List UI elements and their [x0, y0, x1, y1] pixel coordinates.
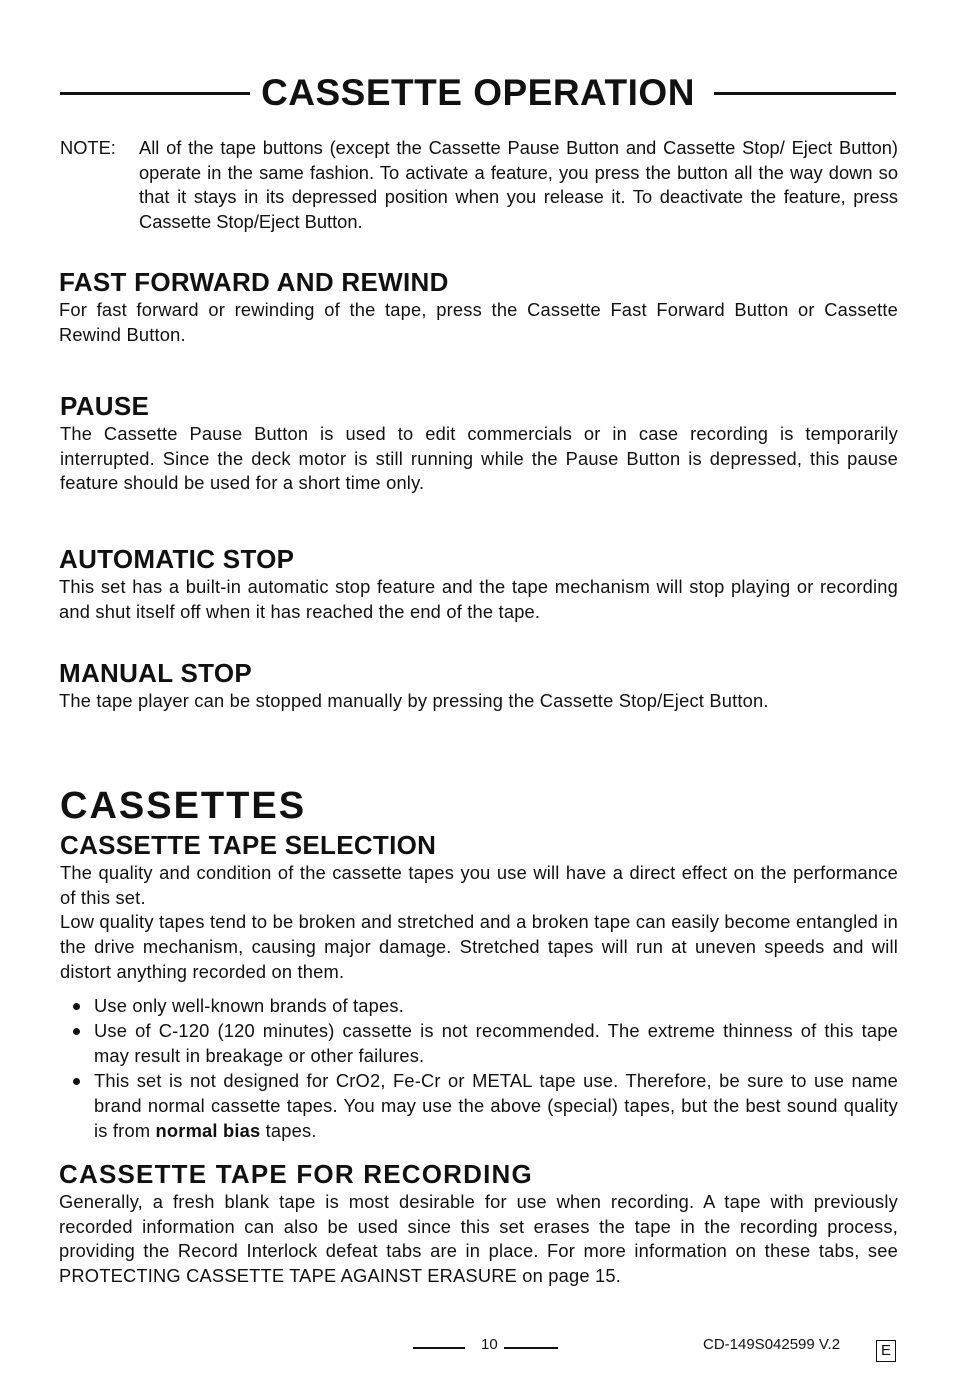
doc-code: CD-149S042599 V.2 [703, 1336, 841, 1353]
section-automatic-stop [59, 543, 898, 624]
section-tape-for-recording [59, 1158, 898, 1289]
bullet-dot [73, 1003, 80, 1010]
page-number: 10 [481, 1336, 498, 1353]
section-cassettes [60, 784, 898, 1143]
list-item [60, 1068, 898, 1143]
bullet-dot [73, 1078, 80, 1085]
tape-selection-para1: The quality and condition of the cassette tapes you use will have a direct effect on the performance of this set. [60, 862, 898, 908]
tape-for-recording-heading: CASSETTE TAPE FOR RECORDING [59, 1159, 533, 1189]
tape-selection-heading: CASSETTE TAPE SELECTION [60, 830, 437, 860]
tape-selection-para2: Low quality tapes tend to be broken and stretched and a broken tape can easily become entangled in the drive mechanism, causing major damage. Stretched tapes will run at uneven speeds and will distort anything recorded on them. [60, 911, 898, 982]
bullet-text: Use only well-known brands of tapes. [94, 994, 405, 1016]
page-title: CASSETTE OPERATION [261, 72, 695, 113]
language-badge: E [876, 1340, 896, 1362]
automatic-stop-heading: AUTOMATIC STOP [59, 544, 295, 574]
note-label: NOTE: [60, 137, 116, 158]
page-title-row [60, 72, 896, 114]
automatic-stop-text: This set has a built-in automatic stop feature and the tape mechanism will stop playing or recording and shut itself off when it has reached the end of the tape. [59, 576, 898, 622]
footer [0, 1334, 954, 1364]
title-rule-right [714, 92, 896, 95]
fast-forward-text: For fast forward or rewinding of the tape, press the Cassette Fast Forward Button or Cassette Rewind Button. [59, 299, 898, 345]
section-fast-forward [59, 266, 898, 347]
manual-stop-text: The tape player can be stopped manually by pressing the Cassette Stop/Eject Button. [59, 690, 769, 711]
section-manual-stop [59, 657, 898, 714]
bullet-dot [73, 1028, 80, 1035]
cassettes-heading: CASSETTES [60, 785, 307, 827]
footer-rule-right [504, 1347, 558, 1349]
normal-bias-emphasis: normal bias [155, 1119, 261, 1141]
pause-text: The Cassette Pause Button is used to edit commercials or in case recording is temporarily interrupted. Since the deck motor is still running while the Pause Button is depressed, this pause feature should be used for a short time only. [60, 423, 898, 494]
footer-rule-left [413, 1347, 465, 1349]
note-text: All of the tape buttons (except the Cassette Pause Button and Cassette Stop/ Eject Button) operate in the same fashion. To activate a feature, you press the button all the way down so that it stays in its depressed position when you release it. To deactivate the feature, press Cassette Stop/Eject Button. [139, 137, 898, 233]
tape-selection-bullets [60, 993, 898, 1143]
list-item [60, 993, 898, 1018]
bullet-text: This set is not designed for CrO2, Fe-Cr or METAL tape use. Therefore, be sure to use name brand normal cassette tapes. You may use the above (special) tapes, but the best sound quality is from [94, 1069, 898, 1141]
tape-for-recording-text: Generally, a fresh blank tape is most desirable for use when recording. A tape with previously recorded information can also be used since this set erases the tape in the recording process, providing the Record Interlock defeat tabs are in place. For more information on these tabs, see PROTECTING CASSETTE TAPE AGAINST ERASURE on page 15. [59, 1191, 898, 1287]
bullet-text: Use of C-120 (120 minutes) cassette is not recommended. The extreme thinness of this tape may result in breakage or other failures. [94, 1019, 898, 1066]
pause-heading: PAUSE [60, 391, 150, 421]
section-pause [60, 390, 898, 496]
manual-stop-heading: MANUAL STOP [59, 658, 253, 688]
list-item [60, 1018, 898, 1068]
bullet-text: tapes. [265, 1119, 317, 1141]
fast-forward-heading: FAST FORWARD AND REWIND [59, 267, 449, 297]
note [60, 136, 898, 235]
